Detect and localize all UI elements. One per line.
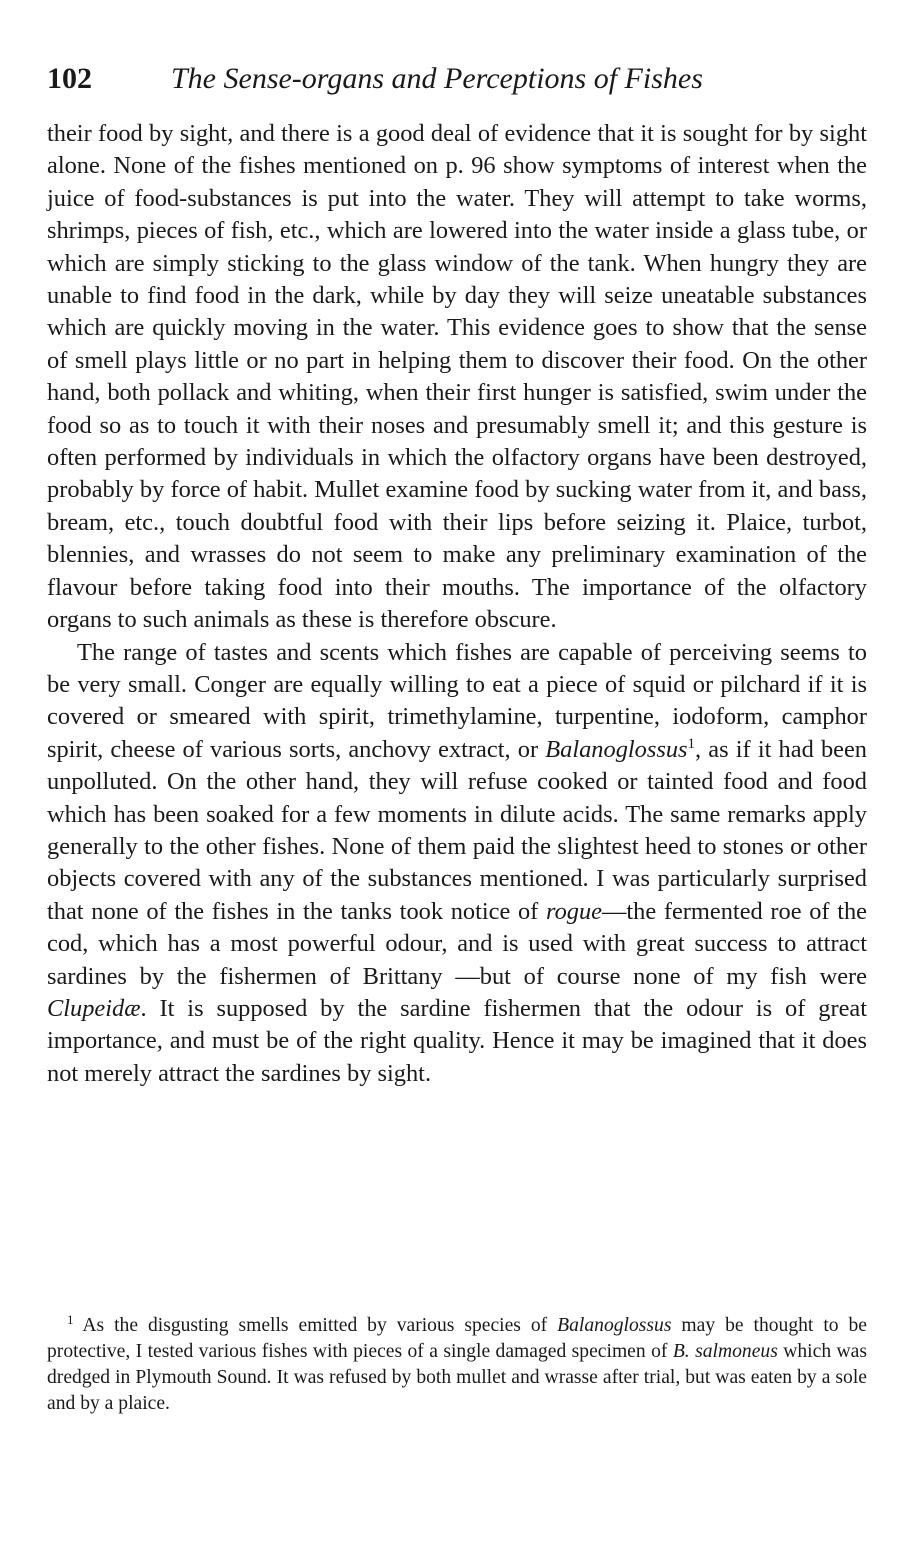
italic-rogue: rogue: [545, 897, 602, 925]
running-head: [47, 62, 867, 106]
footnote: [47, 1313, 867, 1417]
italic-clupeidae: Clupeidæ: [47, 994, 141, 1022]
footnote-marker: 1: [67, 1312, 74, 1327]
footnote-text-1: As the disgusting smells emitted by various species of: [73, 1315, 558, 1336]
footnote-text-2: may be thought to be protective, I tested various fishes with pieces of a single damaged specimen of: [47, 1315, 867, 1362]
footnote-text: [47, 1313, 867, 1417]
running-title: The Sense-organs and Perceptions of Fishes: [171, 62, 703, 95]
paragraph-2-text-2: , as if it had been unpolluted. On the other hand, they will refuse cooked or tainted food and food which has been soaked for a few moments in dilute acids. The same remarks apply generally to the other fishes. None of them paid the slightest heed to stones or other objects covered with any of the substances mentioned. I was particularly surprised that none of the fishes in the tanks took notice of: [47, 735, 867, 925]
paragraph-2-text-4: . It is supposed by the sardine fishermen that the odour is of great importance, and must be of the right quality. Hence it may be imagined that it does not merely attract the sardines by sight.: [47, 994, 867, 1087]
paragraph-2: [47, 637, 867, 1091]
body-text: [47, 118, 867, 1090]
paragraph-1: [47, 118, 867, 637]
page-number: 102: [47, 62, 92, 95]
footnote-italic-balanoglossus: Balanoglossus: [557, 1315, 672, 1336]
paragraph-1-text: their food by sight, and there is a good deal of evidence that it is sought for by sight alone. None of the fishes mentioned on p. 96 show symptoms of interest when the juice of food-substances is put into the water. They will attempt to take worms, shrimps, pieces of fish, etc., which are lowered into the water inside a glass tube, or which are simply sticking to the glass window of the tank. When hungry they are unable to find food in the dark, while by day they will seize uneatable substances which are quickly moving in the water. This evidence goes to show that the sense of smell plays little or no part in helping them to discover their food. On the other hand, both pollack and whiting, when their first hunger is satisfied, swim under the food so as to touch it with their noses and presumably smell it; and this gesture is often performed by individuals in which the olfactory organs have been destroyed, probably by force of habit. Mullet examine food by sucking water from it, and bass, bream, etc., touch doubtful food with their lips before seizing it. Plaice, turbot, blennies, and wrasses do not seem to make any preliminary examination of the flavour before taking food into their mouths. The importance of the olfactory organs to such animals as these is therefore obscure.: [47, 120, 867, 634]
paragraph-2-text-1: The range of tastes and scents which fishes are capable of perceiving seems to be very small. Conger are equally willing to eat a piece of squid or pilchard if it is covered or smeared with spirit, trimethylamine, turpentine, iodoform, camphor spirit, cheese of various sorts, anchovy extract, or: [47, 638, 867, 763]
footnote-italic-b-salmoneus: B. salmoneus: [672, 1341, 778, 1362]
footnote-reference: 1: [687, 735, 696, 752]
paragraph-2-text-3: —the fermented roe of the cod, which has a most powerful odour, and is used with great success to attract sardines by the fishermen of Brittany —but of course none of my fish were: [47, 897, 867, 990]
italic-balanoglossus: Balanoglossus: [545, 735, 688, 763]
footnote-text-3: which was dredged in Plymouth Sound. It was refused by both mullet and wrasse after trial, but was eaten by a sole and by a plaice.: [47, 1341, 868, 1414]
